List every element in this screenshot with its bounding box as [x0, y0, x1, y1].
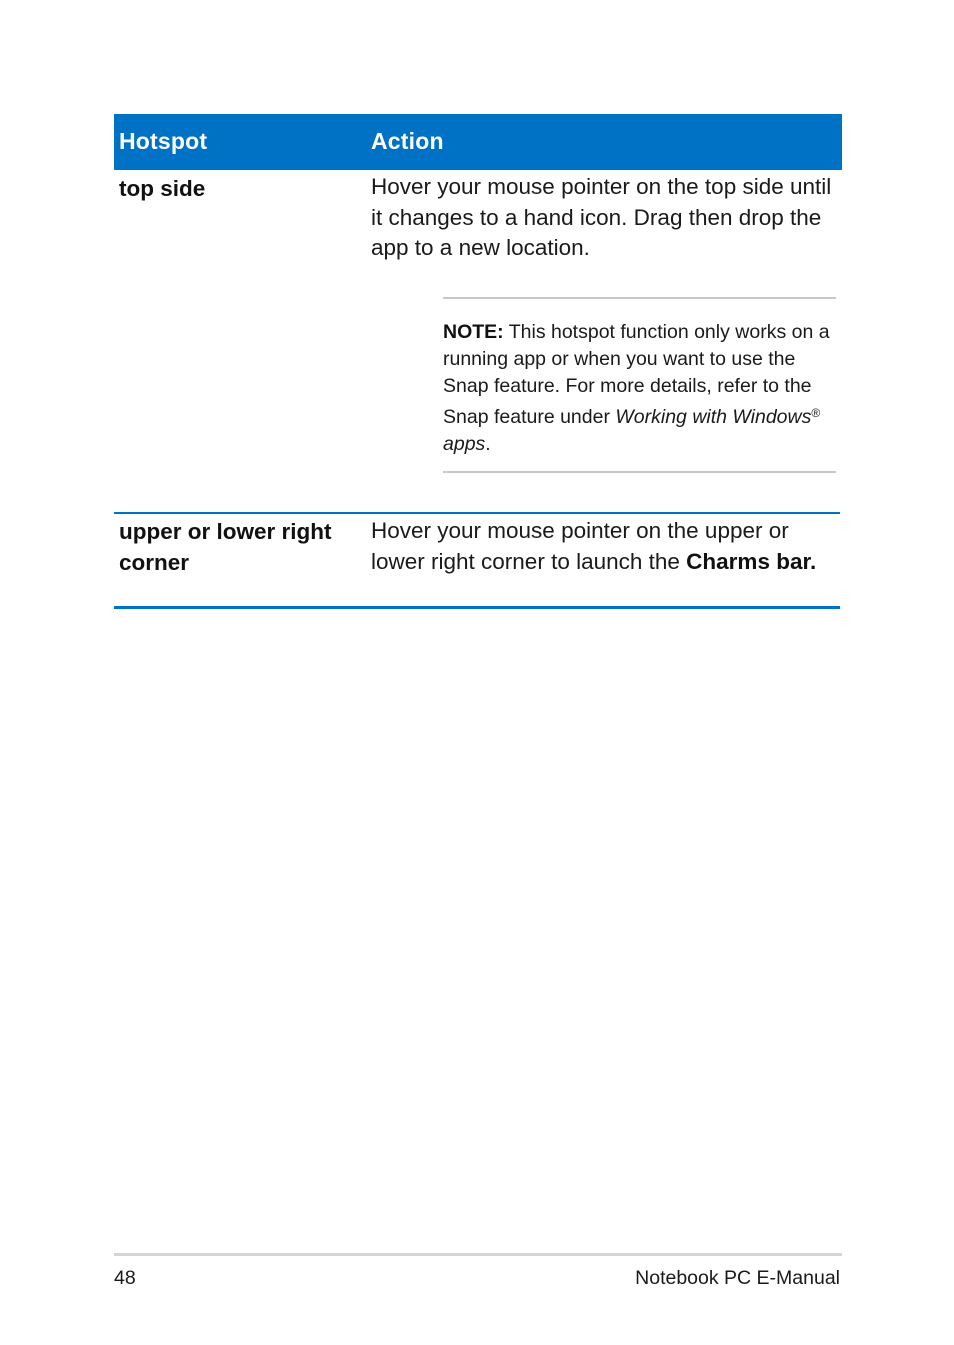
note-label: NOTE:	[443, 321, 504, 343]
hotspot-table	[114, 114, 842, 609]
hotspot-top-side: top side	[119, 176, 206, 201]
note-italic-tail: apps	[443, 433, 486, 455]
note-text: This hotspot function only works on a running app or when you want to use the Snap feature. For more details, refer to the Snap feature under	[443, 321, 830, 428]
header-action: Action	[371, 128, 444, 154]
table-row	[114, 170, 842, 512]
note-italic-link: Working with Windows	[615, 406, 812, 428]
charms-bar-term: Charms bar.	[686, 548, 817, 574]
action-text: Hover your mouse pointer on the upper or lower right corner to launch the	[371, 518, 789, 574]
registered-mark: ®	[811, 406, 821, 420]
action-top-side: Hover your mouse pointer on the top side until it changes to a hand icon. Drag then drop the app to a new location.	[371, 174, 832, 260]
page-number: 48	[114, 1267, 136, 1289]
note-end: .	[485, 433, 491, 455]
note-box	[443, 297, 836, 473]
action-right-corner	[371, 516, 837, 577]
footer-divider	[114, 1253, 842, 1256]
table-row	[114, 512, 840, 609]
hotspot-right-corner: upper or lower right corner	[119, 519, 332, 575]
header-hotspot: Hotspot	[119, 128, 208, 154]
table-header	[114, 114, 842, 170]
manual-title: Notebook PC E-Manual	[635, 1267, 840, 1289]
